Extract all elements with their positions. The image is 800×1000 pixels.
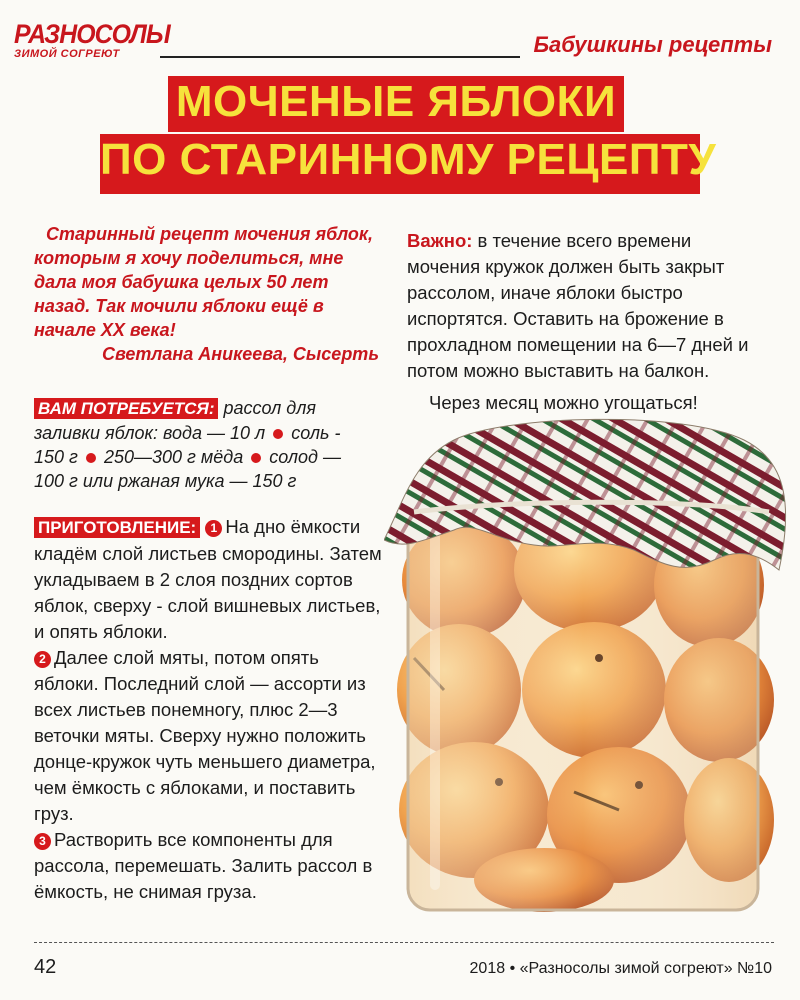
- footer-rule: [34, 942, 774, 943]
- title-line-2: ПО СТАРИННОМУ РЕЦЕПТУ: [100, 134, 700, 194]
- important-text: в течение всего времени мочения кружок должен быть закрыт рассолом, иначе яблоки быстро испортятся. Оставить на брожение в прохладном помещении на 6—7 дней и потом можно выставить на балкон.: [407, 230, 749, 381]
- step-number-icon: 1: [205, 520, 222, 537]
- closing-line: Через месяц можно угощаться!: [429, 392, 698, 413]
- bullet-icon: [273, 429, 283, 439]
- intro-block: [34, 222, 379, 366]
- section-title: Бабушкины рецепты: [533, 32, 772, 57]
- issue-info: 2018 • «Разносолы зимой согреют» №10: [469, 960, 772, 977]
- important-note: [407, 228, 757, 416]
- ingredient-item: соль - 150 г: [34, 423, 341, 467]
- ingredient-item: солод — 100 г или ржаная мука — 150 г: [34, 447, 341, 491]
- ingredients-label: ВАМ ПОТРЕБУЕТСЯ:: [34, 398, 218, 419]
- ingredient-item: 250—300 г мёда: [103, 447, 244, 467]
- preparation-label: ПРИГОТОВЛЕНИЕ:: [34, 517, 200, 538]
- jar-of-pickled-apples-photo: [384, 400, 800, 920]
- step-text: Далее слой мяты, потом опять яблоки. Последний слой — ассорти из всех листьев понемногу, плюс 2—3 веточки мяты. Сверху нужно положить донце-кружок чуть меньшего диаметра, чем ёмкость с яблоками, и поставить груз.: [34, 647, 376, 824]
- header-rule: [160, 56, 520, 58]
- step-text: Растворить все компоненты для рассола, перемешать. Залить рассол в ёмкость, не снимая груза.: [34, 829, 373, 902]
- bullet-icon: [86, 453, 96, 463]
- step-number-icon: 2: [34, 651, 51, 668]
- ingredient-item: рассол для заливки яблок: вода — 10 л: [34, 398, 317, 443]
- page-number: 42: [34, 956, 57, 978]
- preparation-block: [34, 514, 386, 905]
- title-line-1: МОЧЕНЫЕ ЯБЛОКИ: [168, 76, 624, 132]
- step-number-icon: 3: [34, 833, 51, 850]
- magazine-name: РАЗНОСОЛЫ: [14, 19, 170, 49]
- bullet-icon: [251, 453, 261, 463]
- ingredients-block: [34, 396, 364, 493]
- author-signature: Светлана Аникеева, Сысерть: [101, 344, 379, 364]
- magazine-tagline: ЗИМОЙ СОГРЕЮТ: [14, 48, 120, 60]
- step-text: На дно ёмкости кладём слой листьев смородины. Затем укладываем в 2 слоя поздних сортов яблок, сверху - слой вишневых листьев, и опять яблоки.: [34, 516, 382, 642]
- important-label: Важно:: [407, 230, 473, 251]
- magazine-logo: [14, 19, 170, 60]
- intro-text: Старинный рецепт мочения яблок, которым я хочу поделиться, мне дала моя бабушка целых 50 лет назад. Так мочили яблоки ещё в начале XX века!: [34, 224, 374, 340]
